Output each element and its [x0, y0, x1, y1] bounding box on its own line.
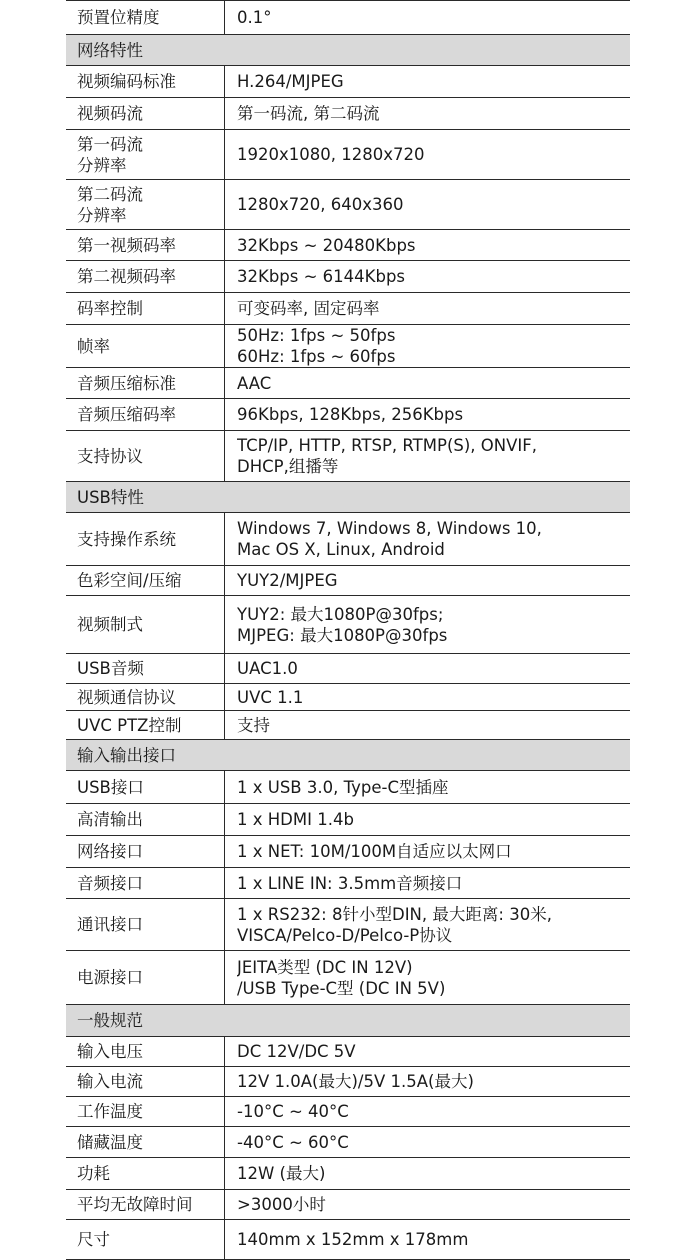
- spec-value: [237, 1220, 627, 1259]
- table-row: [66, 1097, 630, 1127]
- spec-label: [77, 868, 225, 898]
- spec-value-line: 可变码率, 固定码率: [237, 299, 380, 318]
- spec-label: [77, 836, 225, 867]
- spec-value-line: 第一码流, 第二码流: [237, 104, 380, 123]
- spec-label: [77, 1220, 225, 1259]
- spec-label: [77, 566, 225, 595]
- spec-label: [77, 130, 225, 179]
- table-row: [66, 130, 630, 180]
- section-title: 网络特性: [77, 40, 143, 60]
- spec-value: [237, 868, 627, 898]
- spec-label-line: 通讯接口: [77, 915, 143, 934]
- column-divider: [224, 711, 225, 739]
- spec-value: [237, 899, 627, 950]
- table-row: [66, 399, 630, 431]
- table-row: [66, 951, 630, 1005]
- section-header: [66, 482, 630, 513]
- spec-label-line: 输入电压: [77, 1042, 143, 1061]
- spec-value: [237, 1158, 627, 1189]
- spec-label: [77, 325, 225, 367]
- column-divider: [224, 261, 225, 292]
- spec-label: [77, 513, 225, 565]
- spec-value-line: H.264/MJPEG: [237, 72, 344, 91]
- column-divider: [224, 513, 225, 565]
- spec-label-line: 高清输出: [77, 810, 143, 829]
- spec-value-line: UAC1.0: [237, 659, 298, 678]
- spec-label-line: 视频制式: [77, 615, 143, 634]
- spec-label: [77, 711, 225, 739]
- spec-label-line: 支持协议: [77, 446, 143, 466]
- spec-label: [77, 1097, 225, 1126]
- spec-value-line: -10°C ~ 40°C: [237, 1102, 349, 1121]
- section-header: [66, 35, 630, 66]
- column-divider: [224, 230, 225, 260]
- spec-label: [77, 1037, 225, 1066]
- table-row: [66, 261, 630, 293]
- spec-label: [77, 98, 225, 129]
- table-row: [66, 1158, 630, 1190]
- section-header: [66, 1005, 630, 1037]
- column-divider: [224, 325, 225, 367]
- spec-value: [237, 325, 627, 367]
- spec-value-line: 支持: [237, 715, 270, 735]
- spec-value-line: /USB Type-C型 (DC IN 5V): [237, 978, 446, 998]
- spec-value-line: DHCP,组播等: [237, 457, 339, 476]
- spec-label-line: 帧率: [77, 336, 110, 356]
- table-row: [66, 1127, 630, 1158]
- table-row: [66, 368, 630, 399]
- table-row: [66, 431, 630, 482]
- table-row: [66, 868, 630, 899]
- spec-label: [77, 1067, 225, 1096]
- section-header: [66, 740, 630, 771]
- column-divider: [224, 899, 225, 950]
- table-row: [66, 836, 630, 868]
- spec-label-line: 工作温度: [77, 1102, 143, 1121]
- spec-label: [77, 293, 225, 324]
- spec-value-line: 60Hz: 1fps ~ 60fps: [237, 347, 396, 366]
- spec-value-line: YUY2/MJPEG: [237, 571, 338, 590]
- column-divider: [224, 1037, 225, 1066]
- table-row: [66, 711, 630, 740]
- spec-label-line: UVC PTZ控制: [77, 715, 182, 735]
- spec-label-line: 色彩空间/压缩: [77, 571, 182, 590]
- spec-value: [237, 261, 627, 292]
- table-row: [66, 804, 630, 836]
- column-divider: [224, 399, 225, 430]
- spec-label-line: 网络接口: [77, 842, 143, 861]
- table-row: [66, 1037, 630, 1067]
- column-divider: [224, 1097, 225, 1126]
- spec-label: [77, 684, 225, 710]
- column-divider: [224, 98, 225, 129]
- spec-label-line: 分辨率: [77, 155, 127, 175]
- column-divider: [224, 431, 225, 481]
- spec-value-line: 32Kbps ~ 20480Kbps: [237, 235, 416, 255]
- table-row: [66, 1067, 630, 1097]
- column-divider: [224, 368, 225, 398]
- spec-label-line: USB接口: [77, 777, 144, 797]
- spec-value-line: 96Kbps, 128Kbps, 256Kbps: [237, 405, 464, 424]
- spec-label-line: USB音频: [77, 659, 144, 678]
- spec-value-line: MJPEG: 最大1080P@30fps: [237, 625, 448, 645]
- spec-value-line: Windows 7, Windows 8, Windows 10,: [237, 519, 542, 538]
- spec-value-line: VISCA/Pelco-D/Pelco-P协议: [237, 925, 453, 945]
- section-title: USB特性: [77, 487, 144, 507]
- spec-label: [77, 1158, 225, 1189]
- spec-value-line: 1 x NET: 10M/100M自适应以太网口: [237, 842, 512, 861]
- spec-label-line: 电源接口: [77, 968, 143, 987]
- spec-value-line: 32Kbps ~ 6144Kbps: [237, 267, 406, 286]
- column-divider: [224, 804, 225, 835]
- spec-value: [237, 130, 627, 179]
- column-divider: [224, 868, 225, 898]
- spec-value-line: JEITA类型 (DC IN 12V): [237, 957, 413, 977]
- spec-value: [237, 98, 627, 129]
- spec-label: [77, 0, 225, 34]
- column-divider: [224, 66, 225, 97]
- column-divider: [224, 654, 225, 683]
- spec-label-line: 第二视频码率: [77, 267, 176, 286]
- column-divider: [224, 0, 225, 34]
- table-row: [66, 98, 630, 130]
- spec-value: [237, 804, 627, 835]
- spec-value: [237, 293, 627, 324]
- spec-label-line: 视频编码标准: [77, 72, 176, 91]
- spec-label: [77, 180, 225, 229]
- spec-value-line: 12W (最大): [237, 1164, 326, 1183]
- spec-value-line: Mac OS X, Linux, Android: [237, 540, 445, 559]
- spec-label-line: 视频码流: [77, 104, 143, 123]
- spec-label: [77, 899, 225, 950]
- spec-value: [237, 596, 627, 653]
- spec-value-line: 1 x HDMI 1.4b: [237, 810, 354, 829]
- table-row: [66, 1220, 630, 1260]
- spec-value: [237, 654, 627, 683]
- spec-label-line: 输入电流: [77, 1072, 143, 1091]
- spec-value: [237, 1037, 627, 1066]
- spec-label: [77, 261, 225, 292]
- spec-label: [77, 951, 225, 1004]
- table-row: [66, 293, 630, 325]
- spec-value: [237, 368, 627, 398]
- spec-label: [77, 804, 225, 835]
- table-row: [66, 654, 630, 684]
- spec-label: [77, 1127, 225, 1157]
- spec-value: [237, 1127, 627, 1157]
- spec-value: [237, 1190, 627, 1219]
- table-row: [66, 1190, 630, 1220]
- spec-value: [237, 180, 627, 229]
- column-divider: [224, 130, 225, 179]
- column-divider: [224, 1190, 225, 1219]
- spec-label-line: 储藏温度: [77, 1132, 143, 1152]
- column-divider: [224, 180, 225, 229]
- spec-label-line: 视频通信协议: [77, 687, 176, 707]
- spec-value-line: 0.1°: [237, 7, 272, 27]
- spec-value-line: AAC: [237, 373, 272, 393]
- spec-value: [237, 0, 627, 34]
- spec-label-line: 支持操作系统: [77, 529, 176, 549]
- column-divider: [224, 684, 225, 710]
- spec-value-line: 1920x1080, 1280x720: [237, 145, 425, 164]
- spec-value: [237, 230, 627, 260]
- section-title: 输入输出接口: [77, 745, 176, 765]
- spec-label-line: 分辨率: [77, 205, 127, 225]
- spec-value: [237, 684, 627, 710]
- spec-label: [77, 66, 225, 97]
- spec-value: [237, 566, 627, 595]
- spec-label: [77, 399, 225, 430]
- spec-label: [77, 596, 225, 653]
- spec-label: [77, 230, 225, 260]
- spec-value: [237, 711, 627, 739]
- table-row: [66, 0, 630, 35]
- spec-label-line: 音频压缩标准: [77, 373, 176, 393]
- spec-label: [77, 368, 225, 398]
- column-divider: [224, 1220, 225, 1259]
- spec-value-line: DC 12V/DC 5V: [237, 1042, 356, 1061]
- column-divider: [224, 951, 225, 1004]
- column-divider: [224, 293, 225, 324]
- column-divider: [224, 771, 225, 803]
- spec-value-line: 1280x720, 640x360: [237, 195, 404, 214]
- column-divider: [224, 836, 225, 867]
- column-divider: [224, 566, 225, 595]
- spec-label-line: 功耗: [77, 1164, 110, 1183]
- spec-label-line: 预置位精度: [77, 7, 160, 27]
- spec-label: [77, 431, 225, 481]
- spec-label-line: 码率控制: [77, 299, 143, 318]
- table-row: [66, 513, 630, 566]
- spec-label-line: 第一视频码率: [77, 235, 176, 255]
- spec-value-line: 12V 1.0A(最大)/5V 1.5A(最大): [237, 1072, 474, 1091]
- spec-label: [77, 654, 225, 683]
- table-row: [66, 66, 630, 98]
- spec-value-line: 50Hz: 1fps ~ 50fps: [237, 326, 396, 345]
- column-divider: [224, 1067, 225, 1096]
- table-row: [66, 596, 630, 654]
- spec-label-line: 平均无故障时间: [77, 1195, 193, 1214]
- spec-value-line: 140mm x 152mm x 178mm: [237, 1230, 469, 1249]
- section-title: 一般规范: [77, 1011, 143, 1030]
- spec-value-line: 1 x LINE IN: 3.5mm音频接口: [237, 873, 463, 893]
- spec-value: [237, 431, 627, 481]
- spec-value-line: 1 x RS232: 8针小型DIN, 最大距离: 30米,: [237, 904, 552, 924]
- spec-value-line: UVC 1.1: [237, 687, 304, 707]
- spec-value: [237, 836, 627, 867]
- spec-value: [237, 513, 627, 565]
- spec-label-line: 音频压缩码率: [77, 405, 176, 424]
- spec-value-line: TCP/IP, HTTP, RTSP, RTMP(S), ONVIF,: [237, 436, 538, 455]
- spec-value-line: -40°C ~ 60°C: [237, 1132, 349, 1152]
- spec-label-line: 尺寸: [77, 1230, 110, 1249]
- spec-value: [237, 66, 627, 97]
- spec-value: [237, 951, 627, 1004]
- table-row: [66, 899, 630, 951]
- table-row: [66, 230, 630, 261]
- column-divider: [224, 1127, 225, 1157]
- spec-label-line: 音频接口: [77, 873, 143, 893]
- table-row: [66, 180, 630, 230]
- spec-label: [77, 771, 225, 803]
- spec-value: [237, 399, 627, 430]
- spec-value: [237, 771, 627, 803]
- table-row: [66, 771, 630, 804]
- spec-value-line: YUY2: 最大1080P@30fps;: [237, 604, 444, 624]
- table-row: [66, 684, 630, 711]
- spec-label-line: 第二码流: [77, 184, 143, 204]
- column-divider: [224, 596, 225, 653]
- table-row: [66, 325, 630, 368]
- spec-value-line: >3000小时: [237, 1195, 326, 1214]
- spec-label: [77, 1190, 225, 1219]
- spec-value: [237, 1067, 627, 1096]
- table-row: [66, 566, 630, 596]
- spec-value-line: 1 x USB 3.0, Type-C型插座: [237, 777, 449, 797]
- spec-value: [237, 1097, 627, 1126]
- column-divider: [224, 1158, 225, 1189]
- spec-label-line: 第一码流: [77, 134, 143, 154]
